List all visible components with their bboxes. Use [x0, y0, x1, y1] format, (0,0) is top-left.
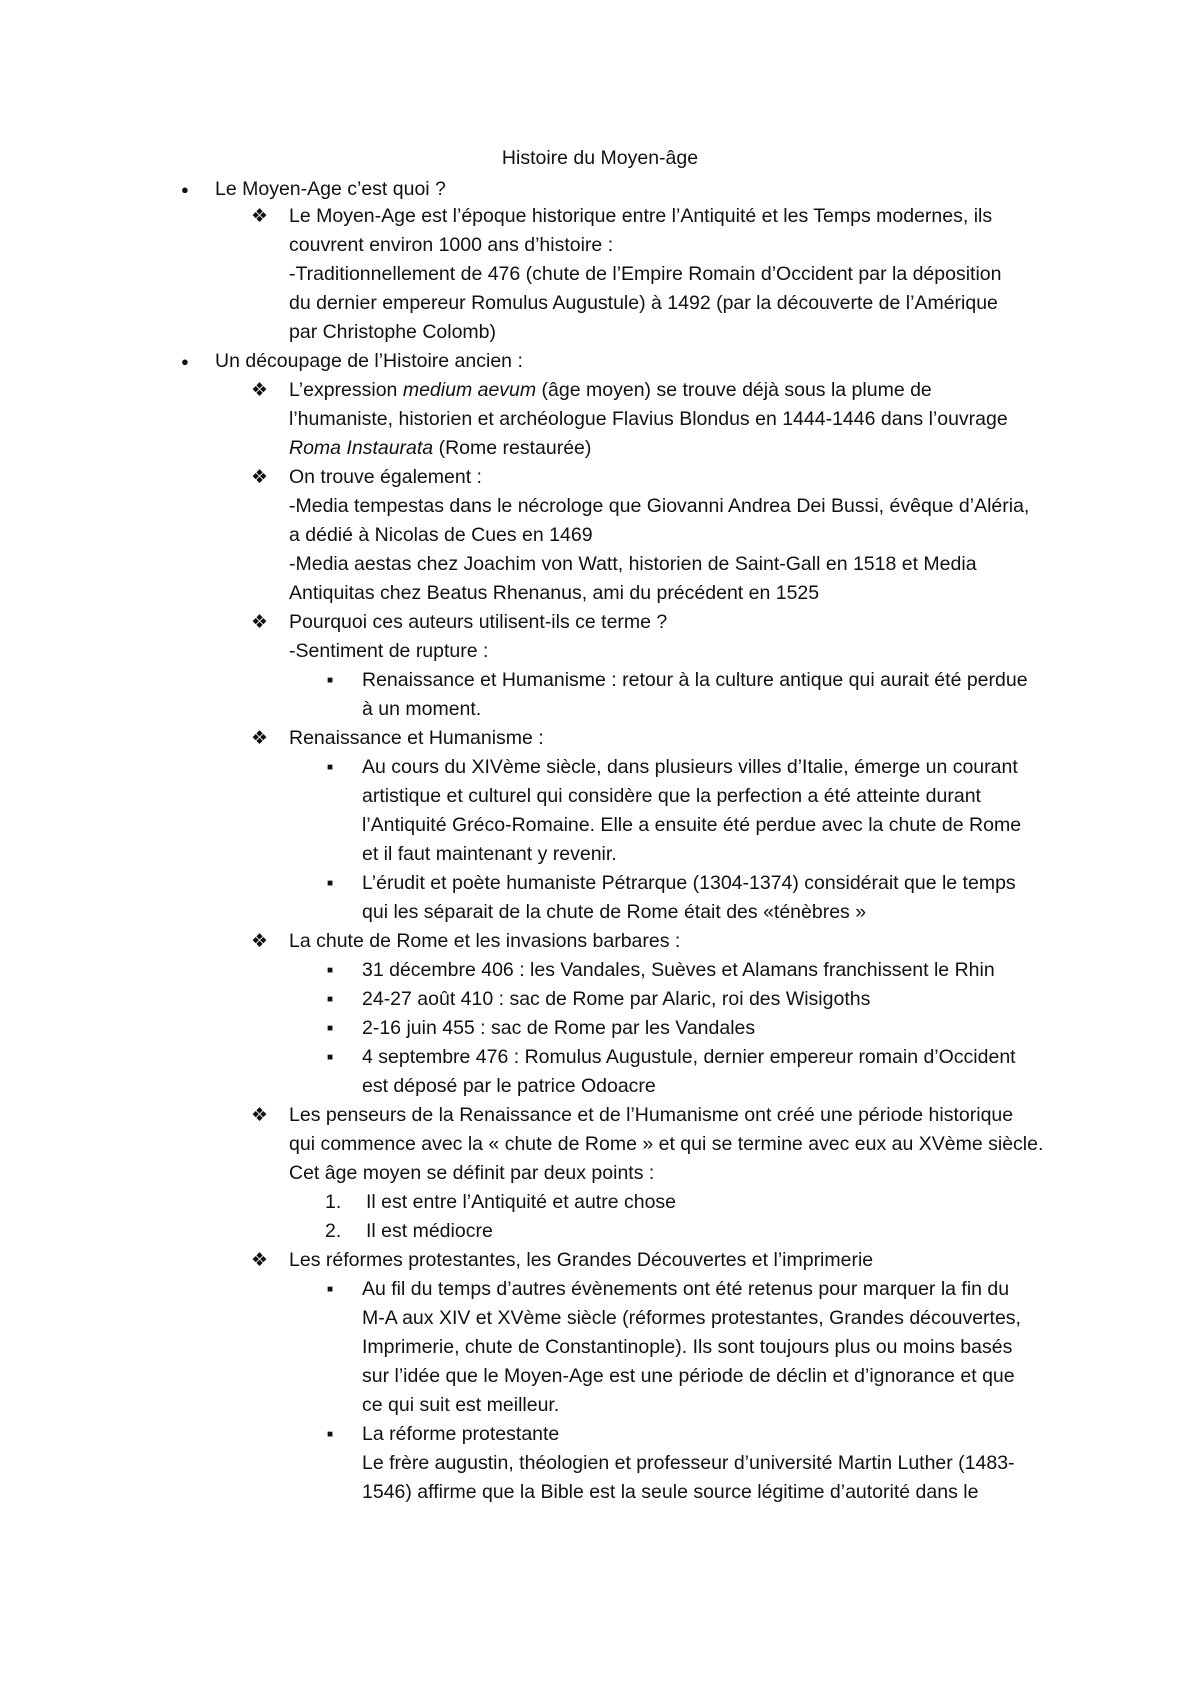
paragraph-line — [289, 434, 591, 463]
text-run: L’expression — [289, 379, 403, 401]
square-bullet-icon: ■ — [327, 1052, 334, 1063]
paragraph-line: Il est médiocre — [366, 1220, 493, 1242]
section-heading: Le Moyen-Age c’est quoi ? — [215, 178, 446, 200]
paragraph-line: La chute de Rome et les invasions barbares : — [289, 930, 681, 952]
text-run: (âge moyen) se trouve déjà sous la plume de — [536, 379, 932, 401]
text-run: (Rome restaurée) — [433, 437, 592, 459]
paragraph-line: 1546) affirme que la Bible est la seule source légitime d’autorité dans le — [362, 1481, 979, 1503]
square-bullet-icon: ■ — [327, 762, 334, 773]
paragraph-line: a dédié à Nicolas de Cues en 1469 — [289, 524, 593, 546]
paragraph-line: Renaissance et Humanisme : retour à la culture antique qui aurait été perdue — [362, 669, 1028, 691]
paragraph-line: -Traditionnellement de 476 (chute de l’Empire Romain d’Occident par la déposition — [289, 263, 1002, 285]
paragraph-line: Cet âge moyen se définit par deux points : — [289, 1162, 655, 1184]
paragraph-line: Imprimerie, chute de Constantinople). Ils sont toujours plus ou moins basés — [362, 1336, 1013, 1358]
paragraph-line: qui commence avec la « chute de Rome » et qui se termine avec eux au XVème siècle. — [289, 1133, 1044, 1155]
paragraph-line — [289, 376, 932, 405]
paragraph-line: sur l’idée que le Moyen-Age est une période de déclin et d’ignorance et que — [362, 1365, 1015, 1387]
diamond-bullet-icon: ❖ — [251, 728, 269, 749]
paragraph-line: -Media aestas chez Joachim von Watt, historien de Saint-Gall en 1518 et Media — [289, 553, 977, 575]
diamond-bullet-icon: ❖ — [251, 380, 269, 401]
paragraph-line: à un moment. — [362, 698, 482, 720]
paragraph-line: 2-16 juin 455 : sac de Rome par les Vandales — [362, 1017, 756, 1039]
list-number: 2. — [325, 1220, 342, 1242]
paragraph-line: 4 septembre 476 : Romulus Augustule, dernier empereur romain d’Occident — [362, 1046, 1016, 1068]
paragraph-line: couvrent environ 1000 ans d’histoire : — [289, 234, 614, 256]
paragraph-line: ce qui suit est meilleur. — [362, 1394, 560, 1416]
paragraph-line: et il faut maintenant y revenir. — [362, 843, 617, 865]
paragraph-line: Au cours du XIVème siècle, dans plusieurs villes d’Italie, émerge un courant — [362, 756, 1018, 778]
square-bullet-icon: ■ — [327, 1023, 334, 1034]
page-title: Histoire du Moyen-âge — [501, 147, 699, 169]
paragraph-line: Renaissance et Humanisme : — [289, 727, 544, 749]
list-number: 1. — [325, 1191, 342, 1213]
paragraph-line: Les réformes protestantes, les Grandes Découvertes et l’imprimerie — [289, 1249, 874, 1271]
paragraph-line: l’humaniste, historien et archéologue Flavius Blondus en 1444-1446 dans l’ouvrage — [289, 408, 1008, 430]
disc-bullet-icon: ● — [181, 354, 189, 369]
section-heading: Un découpage de l’Histoire ancien : — [215, 350, 523, 372]
paragraph-line: du dernier empereur Romulus Augustule) à 1492 (par la découverte de l’Amérique — [289, 292, 998, 314]
paragraph-line: l’Antiquité Gréco-Romaine. Elle a ensuite été perdue avec la chute de Rome — [362, 814, 1022, 836]
paragraph-line: -Sentiment de rupture : — [289, 640, 489, 662]
square-bullet-icon: ■ — [327, 994, 334, 1005]
paragraph-line: artistique et culturel qui considère que la perfection a été atteinte durant — [362, 785, 981, 807]
diamond-bullet-icon: ❖ — [251, 206, 269, 227]
diamond-bullet-icon: ❖ — [251, 467, 269, 488]
paragraph-line: qui les séparait de la chute de Rome était des «ténèbres » — [362, 901, 867, 923]
paragraph-line: La réforme protestante — [362, 1423, 560, 1445]
square-bullet-icon: ■ — [327, 878, 334, 889]
diamond-bullet-icon: ❖ — [251, 1105, 269, 1126]
paragraph-line: On trouve également : — [289, 466, 482, 488]
paragraph-line: Les penseurs de la Renaissance et de l’Humanisme ont créé une période historique — [289, 1104, 1014, 1126]
square-bullet-icon: ■ — [327, 1429, 334, 1440]
diamond-bullet-icon: ❖ — [251, 931, 269, 952]
paragraph-line: 31 décembre 406 : les Vandales, Suèves et Alamans franchissent le Rhin — [362, 959, 995, 981]
paragraph-line: Antiquitas chez Beatus Rhenanus, ami du précédent en 1525 — [289, 582, 820, 604]
square-bullet-icon: ■ — [327, 1284, 334, 1295]
disc-bullet-icon: ● — [181, 182, 189, 197]
paragraph-line: Il est entre l’Antiquité et autre chose — [366, 1191, 677, 1213]
paragraph-line: par Christophe Colomb) — [289, 321, 497, 343]
diamond-bullet-icon: ❖ — [251, 612, 269, 633]
paragraph-line: L’érudit et poète humaniste Pétrarque (1304-1374) considérait que le temps — [362, 872, 1016, 894]
diamond-bullet-icon: ❖ — [251, 1250, 269, 1271]
paragraph-line: M-A aux XIV et XVème siècle (réformes protestantes, Grandes découvertes, — [362, 1307, 1021, 1329]
italic-term: medium aevum — [402, 379, 537, 401]
square-bullet-icon: ■ — [327, 675, 334, 686]
italic-title: Roma Instaurata — [289, 437, 434, 459]
square-bullet-icon: ■ — [327, 965, 334, 976]
paragraph-line: Le frère augustin, théologien et professeur d’université Martin Luther (1483- — [362, 1452, 1015, 1474]
paragraph-line: Au fil du temps d’autres évènements ont été retenus pour marquer la fin du — [362, 1278, 1010, 1300]
paragraph-line: Pourquoi ces auteurs utilisent-ils ce terme ? — [289, 611, 668, 633]
paragraph-line: est déposé par le patrice Odoacre — [362, 1075, 656, 1097]
paragraph-line: Le Moyen-Age est l’époque historique entre l’Antiquité et les Temps modernes, ils — [289, 205, 993, 227]
paragraph-line: 24-27 août 410 : sac de Rome par Alaric, roi des Wisigoths — [362, 988, 871, 1010]
paragraph-line: -Media tempestas dans le nécrologe que Giovanni Andrea Dei Bussi, évêque d’Aléria, — [289, 495, 1030, 517]
